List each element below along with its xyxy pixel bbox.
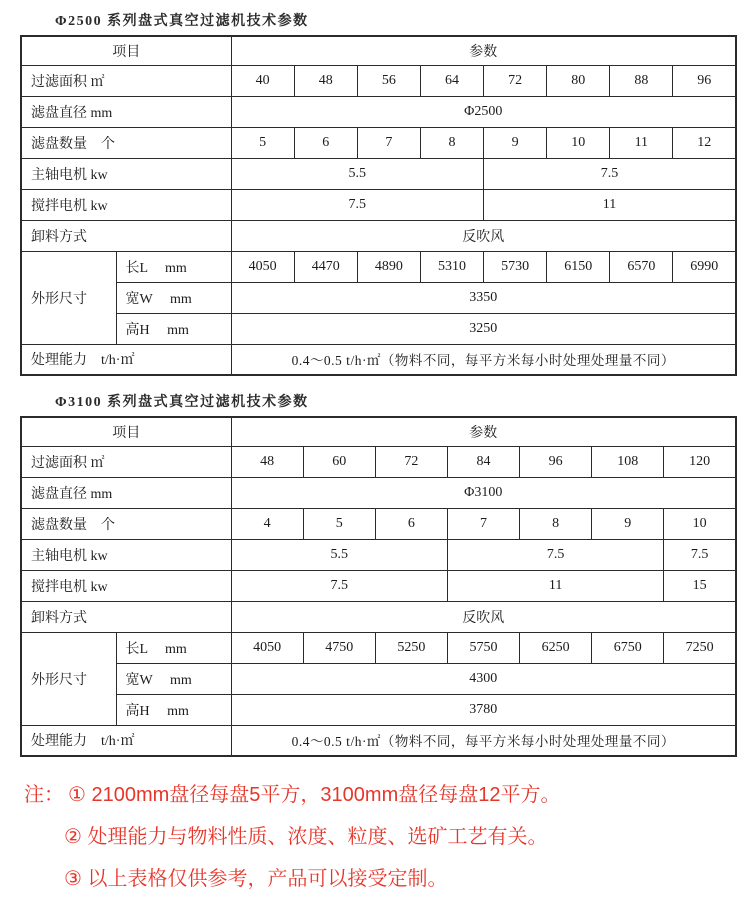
value-cell: 88	[610, 65, 673, 96]
value-cell: 4470	[294, 251, 357, 282]
table2-title: Φ3100 系列盘式真空过滤机技术参数	[55, 395, 309, 410]
row-discharge	[21, 601, 736, 632]
value-cell: 6570	[610, 251, 673, 282]
value-cell: 6150	[547, 251, 610, 282]
value-cell: 4750	[303, 632, 375, 663]
header-row	[21, 36, 736, 65]
row-dim-length	[21, 251, 736, 282]
value-cell: 6	[375, 508, 447, 539]
disc-count-label: 滤盘数量 个	[21, 127, 231, 158]
row-capacity	[21, 344, 736, 375]
value-cell: 4	[231, 508, 303, 539]
note-text-1: ① 2100mm盘径每盘5平方，3100mm盘径每盘12平方。	[68, 784, 561, 806]
filter-area-label: 过滤面积 ㎡	[21, 446, 231, 477]
row-dim-width	[21, 663, 736, 694]
agitator-motor-label: 搅拌电机 kw	[21, 189, 231, 220]
dim-width-label: 宽W mm	[116, 282, 231, 313]
value-cell: 9	[592, 508, 664, 539]
value-cell: 7.5	[231, 189, 484, 220]
value-cell: 120	[664, 446, 736, 477]
note-text-2: ② 处理能力与物料性质、浓度、粒度、选矿工艺有关。	[64, 826, 548, 848]
agitator-motor-label: 搅拌电机 kw	[21, 570, 231, 601]
value-cell: 5	[231, 127, 294, 158]
value-cell: 6750	[592, 632, 664, 663]
value-cell: 60	[303, 446, 375, 477]
header-row	[21, 417, 736, 446]
value-cell: 84	[447, 446, 519, 477]
capacity-label: 处理能力 t/h·㎡	[21, 725, 231, 756]
disc-count-label: 滤盘数量 个	[21, 508, 231, 539]
header-item-cell: 项目	[21, 36, 231, 65]
value-cell: 15	[664, 570, 736, 601]
row-main-motor	[21, 158, 736, 189]
value-cell: 4890	[357, 251, 420, 282]
value-cell: 反吹风	[231, 220, 736, 251]
row-disc-count	[21, 508, 736, 539]
value-cell: 12	[673, 127, 736, 158]
notes	[24, 782, 750, 892]
row-agitator-motor	[21, 189, 736, 220]
dim-length-label: 长L mm	[116, 632, 231, 663]
value-cell: 48	[231, 446, 303, 477]
value-cell: 6250	[520, 632, 592, 663]
value-cell: 10	[547, 127, 610, 158]
note-text-3: ③ 以上表格仅供参考，产品可以接受定制。	[64, 868, 448, 890]
value-cell: 72	[375, 446, 447, 477]
value-cell: 96	[520, 446, 592, 477]
value-cell: 7.5	[231, 570, 447, 601]
value-cell: 4050	[231, 632, 303, 663]
value-cell: 80	[547, 65, 610, 96]
main-motor-label: 主轴电机 kw	[21, 539, 231, 570]
row-filter-area	[21, 65, 736, 96]
row-dim-height	[21, 313, 736, 344]
value-cell: 6990	[673, 251, 736, 282]
value-cell: 0.4～0.5 t/h·㎡（物料不同，每平方米每小时处理处理量不同）	[231, 725, 736, 756]
value-cell: 8	[420, 127, 483, 158]
capacity-label: 处理能力 t/h·㎡	[21, 344, 231, 375]
discharge-label: 卸料方式	[21, 601, 231, 632]
row-dim-length	[21, 632, 736, 663]
row-disc-count	[21, 127, 736, 158]
value-cell: 10	[664, 508, 736, 539]
row-dim-height	[21, 694, 736, 725]
value-cell: 11	[610, 127, 673, 158]
value-cell: 4300	[231, 663, 736, 694]
filter-area-label: 过滤面积 ㎡	[21, 65, 231, 96]
value-cell: Φ3100	[231, 477, 736, 508]
disc-diameter-label: 滤盘直径 mm	[21, 96, 231, 127]
value-cell: 3250	[231, 313, 736, 344]
header-params-cell: 参数	[231, 417, 736, 446]
value-cell: 0.4～0.5 t/h·㎡（物料不同，每平方米每小时处理处理量不同）	[231, 344, 736, 375]
dim-length-label: 长L mm	[116, 251, 231, 282]
value-cell: 4050	[231, 251, 294, 282]
row-disc-diameter	[21, 96, 736, 127]
value-cell: 7	[447, 508, 519, 539]
note-line-2	[64, 824, 750, 850]
row-disc-diameter	[21, 477, 736, 508]
value-cell: 5730	[484, 251, 547, 282]
discharge-label: 卸料方式	[21, 220, 231, 251]
value-cell: 3780	[231, 694, 736, 725]
dim-height-label: 高H mm	[116, 313, 231, 344]
value-cell: 3350	[231, 282, 736, 313]
dimensions-label: 外形尺寸	[21, 251, 116, 344]
value-cell: 8	[520, 508, 592, 539]
value-cell: 11	[447, 570, 663, 601]
value-cell: 7.5	[484, 158, 737, 189]
spec-table-phi2500	[20, 35, 737, 376]
dim-width-label: 宽W mm	[116, 663, 231, 694]
page	[0, 10, 750, 892]
row-filter-area	[21, 446, 736, 477]
value-cell: 7250	[664, 632, 736, 663]
value-cell: 108	[592, 446, 664, 477]
value-cell: 7.5	[447, 539, 663, 570]
value-cell: 11	[484, 189, 737, 220]
value-cell: 6	[294, 127, 357, 158]
value-cell: 7.5	[664, 539, 736, 570]
value-cell: 48	[294, 65, 357, 96]
value-cell: 5	[303, 508, 375, 539]
row-discharge	[21, 220, 736, 251]
row-main-motor	[21, 539, 736, 570]
dimensions-label: 外形尺寸	[21, 632, 116, 725]
value-cell: 反吹风	[231, 601, 736, 632]
value-cell: 72	[484, 65, 547, 96]
spec-table-phi3100	[20, 416, 737, 757]
row-capacity	[21, 725, 736, 756]
value-cell: 40	[231, 65, 294, 96]
value-cell: 96	[673, 65, 736, 96]
row-agitator-motor	[21, 570, 736, 601]
row-dim-width	[21, 282, 736, 313]
disc-diameter-label: 滤盘直径 mm	[21, 477, 231, 508]
note-line-1	[24, 782, 750, 808]
value-cell: 5.5	[231, 539, 447, 570]
value-cell: 7	[357, 127, 420, 158]
header-item-cell: 项目	[21, 417, 231, 446]
notes-prefix: 注：	[24, 784, 64, 806]
value-cell: 5310	[420, 251, 483, 282]
value-cell: 5.5	[231, 158, 484, 189]
value-cell: 9	[484, 127, 547, 158]
value-cell: 64	[420, 65, 483, 96]
value-cell: 56	[357, 65, 420, 96]
header-params-cell: 参数	[231, 36, 736, 65]
value-cell: 5250	[375, 632, 447, 663]
main-motor-label: 主轴电机 kw	[21, 158, 231, 189]
note-line-3	[64, 866, 750, 892]
value-cell: 5750	[447, 632, 519, 663]
value-cell: Φ2500	[231, 96, 736, 127]
dim-height-label: 高H mm	[116, 694, 231, 725]
table1-title: Φ2500 系列盘式真空过滤机技术参数	[55, 14, 309, 29]
